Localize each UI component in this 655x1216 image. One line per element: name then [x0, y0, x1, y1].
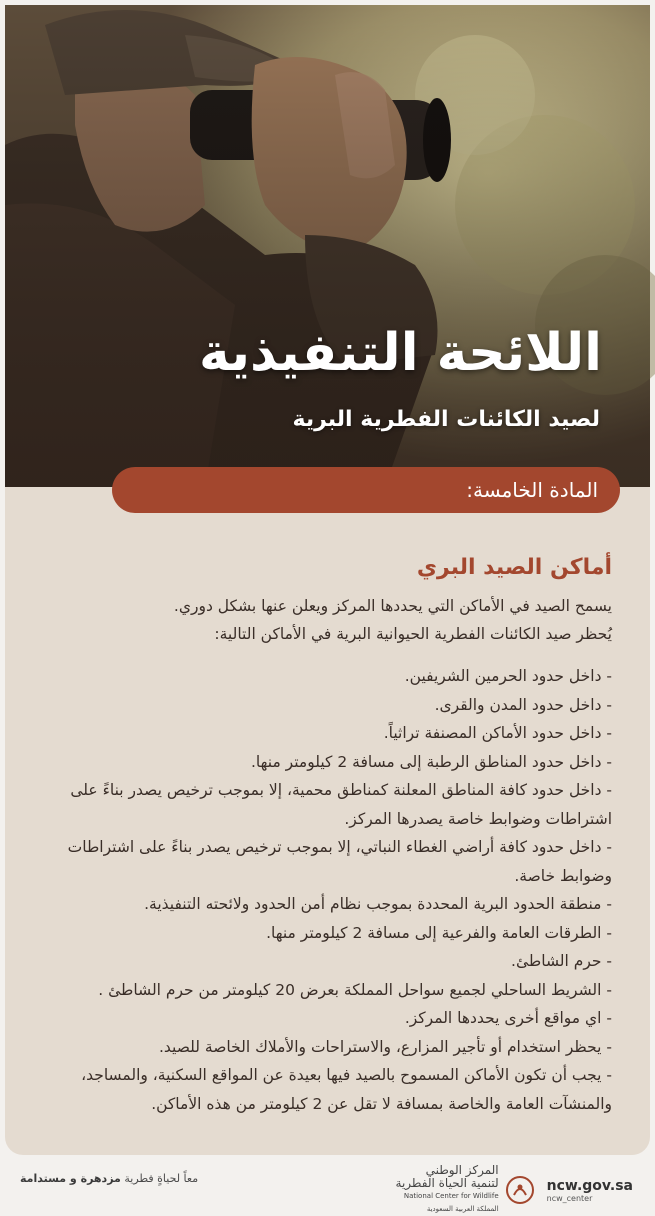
website-link[interactable]: ncw.gov.sa: [546, 1177, 633, 1194]
ncw-org-name: [396, 1164, 499, 1216]
list-item: - داخل حدود المدن والقرى.: [434, 695, 612, 714]
org-name-ar-2: لتنمية الحياة الفطرية: [395, 1176, 499, 1190]
slogan: [20, 1172, 198, 1185]
list-item: - الشريط الساحلي لجميع سواحل المملكة بعرض 20 كيلومتر من حرم الشاطئ .: [98, 980, 612, 999]
hero-image: [5, 5, 650, 487]
list-item: - داخل حدود المناطق الرطبة إلى مسافة 2 كيلومتر منها.: [250, 752, 612, 771]
ncw-branding: [396, 1164, 633, 1216]
article-label: المادة الخامسة:: [466, 478, 598, 502]
slogan-prefix: معاً لحياةٍ فطرية: [124, 1172, 199, 1185]
list-item: - داخل حدود كافة أراضي الغطاء النباتي، إلا بموجب ترخيص يصدر بناءً على اشتراطات وضوابط خاصة.: [67, 838, 612, 885]
footer: [0, 1158, 655, 1213]
list-item: - داخل حدود كافة المناطق المعلنة كمناطق محمية، إلا بموجب ترخيص يصدر بناءً على اشتراطات وضوابط خاصة يصدرها المركز.: [70, 781, 612, 828]
section-title: أماكن الصيد البري: [416, 555, 612, 580]
article-label-bar: [112, 467, 620, 513]
list-item: - يجب أن تكون الأماكن المسموح بالصيد فيها بعيدة عن المواقع السكنية، والمساجد، والمنشآت العامة والخاصة بمسافة لا تقل عن 2 كيلومتر من هذه الأماكن.: [81, 1066, 612, 1113]
list-item: - داخل حدود الحرمين الشريفين.: [404, 667, 612, 685]
social-handle[interactable]: ncw_center: [546, 1193, 593, 1203]
list-item: - داخل حدود الأماكن المصنفة تراثياً.: [383, 724, 612, 742]
ncw-logo-icon: [505, 1175, 535, 1205]
list-item: - يحظر استخدام أو تأجير المزارع، والاستراحات والأملاك الخاصة للصيد.: [158, 1037, 612, 1056]
org-name-ar-3: المملكة العربية السعودية: [426, 1205, 499, 1213]
page-title: اللائحة التنفيذية: [198, 323, 602, 383]
list-item: - منطقة الحدود البرية المحددة بموجب نظام أمن الحدود ولائحته التنفيذية.: [144, 895, 612, 913]
prohibited-places-list: [32, 662, 612, 1118]
list-item: - الطرقات العامة والفرعية إلى مسافة 2 كيلومتر منها.: [266, 923, 612, 942]
org-name-en: National Center for Wildlife: [403, 1192, 499, 1200]
poster-card: [5, 5, 650, 1155]
intro-paragraph-2: يُحظر صيد الكائنات الفطرية الحيوانية البرية في الأماكن التالية:: [214, 625, 612, 643]
site-info: [547, 1178, 633, 1203]
intro-paragraph-1: يسمح الصيد في الأماكن التي يحددها المركز ويعلن عنها بشكل دوري.: [173, 597, 612, 615]
article-content: [32, 555, 612, 1118]
list-item: - حرم الشاطئ.: [511, 952, 612, 970]
org-name-ar-1: المركز الوطني: [425, 1163, 499, 1177]
list-item: - اي مواقع أخرى يحددها المركز.: [404, 1009, 612, 1027]
slogan-bold: مزدهرة و مستدامة: [20, 1172, 121, 1185]
page-subtitle: لصيد الكائنات الفطرية البرية: [292, 407, 600, 432]
